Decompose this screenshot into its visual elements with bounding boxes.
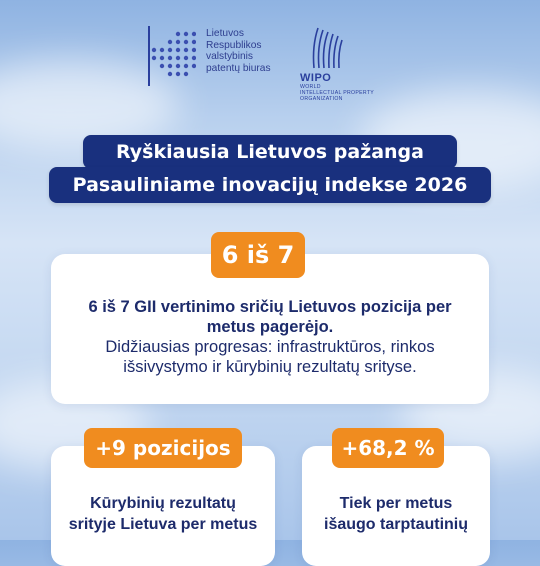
wipo-subtitle-line: ORGANIZATION <box>300 96 343 102</box>
left-stat-text <box>66 493 260 535</box>
dot-grid-logo-icon <box>148 30 196 82</box>
title-line-1: Ryškiausia Lietuvos pažanga <box>83 135 457 169</box>
left-stat-line: srityje Lietuva per metus <box>68 516 258 533</box>
main-stat-badge: 6 iš 7 <box>211 232 305 278</box>
lrvpb-logo <box>148 22 288 90</box>
left-stat-line: Kūrybinių rezultatų <box>90 495 236 512</box>
right-stat-badge: +68,2 % <box>332 428 444 468</box>
main-bold-line: metus pagerėjo. <box>206 318 334 336</box>
lrvpb-line: patentų biuras <box>206 62 271 74</box>
lrvpb-line: valstybinis <box>206 51 253 62</box>
main-stat-text <box>60 297 480 377</box>
wipo-name: WIPO <box>300 72 332 84</box>
right-stat-line: Tiek per metus <box>339 495 453 512</box>
left-stat-badge: +9 pozicijos <box>84 428 242 468</box>
lrvpb-line: Respublikos <box>206 39 262 51</box>
main-bold-line: 6 iš 7 GII vertinimo sričių Lietuvos pozicija per <box>88 298 452 316</box>
wipo-logo <box>300 22 420 102</box>
lrvpb-line: Lietuvos <box>206 28 244 39</box>
main-regular-line: išsivystymo ir kūrybinių rezultatų srityse. <box>123 358 417 376</box>
main-regular-line: Didžiausias progresas: infrastruktūros, rinkos <box>105 338 435 356</box>
right-stat-text <box>310 493 482 535</box>
wipo-emblem-icon <box>308 22 348 70</box>
lrvpb-logo-text <box>206 28 271 74</box>
title-line-2: Pasauliniame inovacijų indekse 2026 <box>49 167 491 203</box>
wipo-subtitle <box>300 84 374 102</box>
wipo-subtitle-line: INTELLECTUAL PROPERTY <box>300 90 375 96</box>
wipo-subtitle-line: WORLD <box>300 84 321 90</box>
right-stat-line: išaugo tarptautinių <box>324 516 468 533</box>
